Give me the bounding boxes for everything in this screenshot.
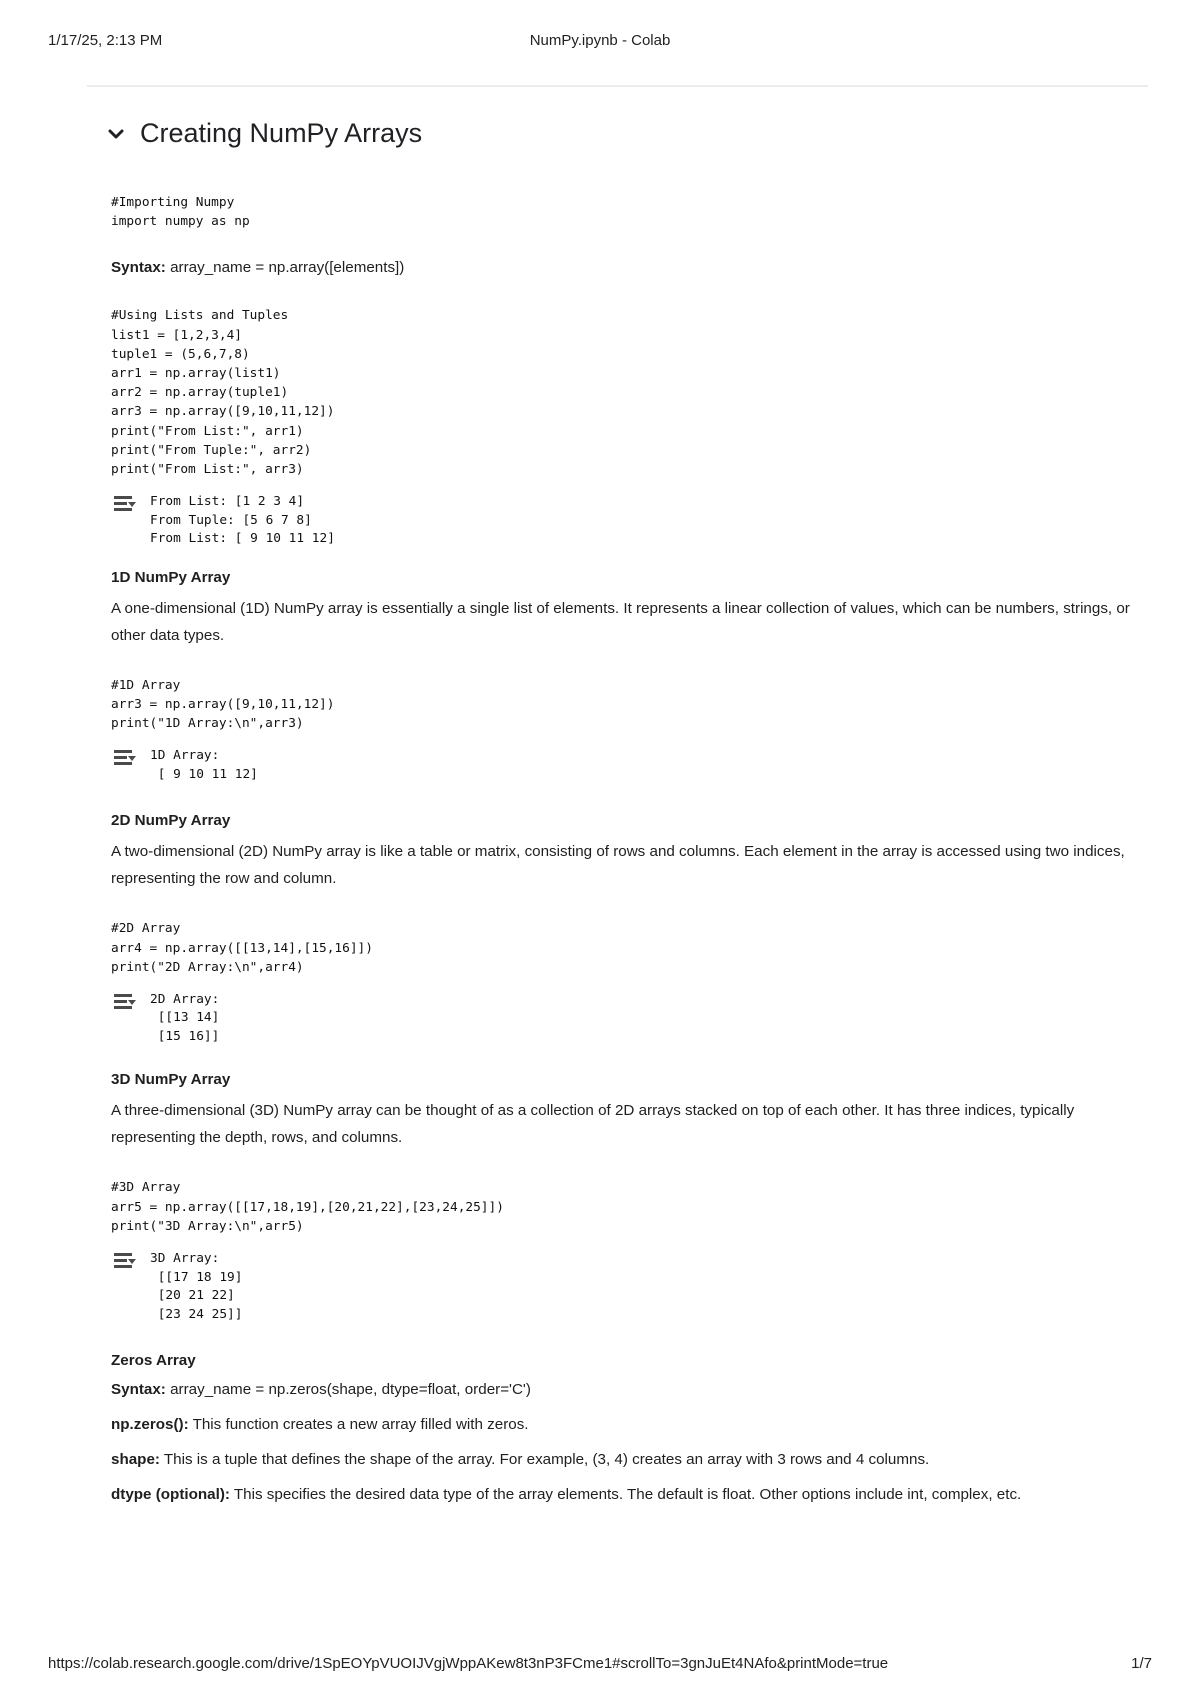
syntax-value: array_name = np.array([elements]) [165, 259, 405, 277]
zeros-shape-value: This is a tuple that defines the shape of the array. For example, (3, 4) creates an array with 3 rows and 4 columns. [159, 1451, 930, 1469]
output-toggle-icon[interactable] [113, 1251, 137, 1271]
output-text: 2D Array: [[13 14] [15 16]] [150, 991, 220, 1044]
zeros-fn-value: This function creates a new array filled with zeros. [188, 1416, 529, 1434]
print-title: NumPy.ipynb - Colab [529, 32, 671, 49]
zeros-syntax-label: Syntax: [111, 1381, 166, 1399]
zeros-shape [111, 1446, 1144, 1473]
zeros-shape-label: shape: [111, 1451, 160, 1469]
zeros-dtype-label: dtype (optional): [111, 1486, 230, 1504]
zeros-syntax-value: array_name = np.zeros(shape, dtype=float, order='C') [165, 1381, 531, 1399]
code-cell-1d[interactable]: #1D Array arr3 = np.array([9,10,11,12]) print("1D Array:\n",arr3) [111, 677, 335, 732]
syntax-label: Syntax: [111, 259, 166, 277]
chevron-down-icon[interactable] [106, 124, 126, 144]
output-cell-2d [113, 991, 1144, 1047]
zeros-fn [111, 1411, 1144, 1438]
syntax-text [111, 254, 1144, 281]
zeros-syntax [111, 1376, 1144, 1403]
output-cell-1d [113, 747, 1144, 784]
code-cell-lists[interactable]: #Using Lists and Tuples list1 = [1,2,3,4] tuple1 = (5,6,7,8) arr1 = np.array(list1) arr2 = np.array(tuple1) arr3 = np.array([9,10,11,12]) print("From List:", arr1) print("From Tuple:", arr2) print("From List:", arr3) [111, 308, 335, 478]
desc-2d: A two-dimensional (2D) NumPy array is like a table or matrix, consisting of rows and columns. Each element in the array is accessed using two indices, representing the row and column. [111, 843, 1125, 888]
output-text: 1D Array: [ 9 10 11 12] [150, 748, 258, 782]
heading-3d: 3D NumPy Array [111, 1071, 231, 1089]
output-toggle-icon[interactable] [113, 992, 137, 1012]
heading-zeros: Zeros Array [111, 1352, 196, 1370]
section-title: Creating NumPy Arrays [140, 118, 423, 148]
heading-1d: 1D NumPy Array [111, 568, 231, 586]
output-toggle-icon[interactable] [113, 494, 137, 514]
print-date: 1/17/25, 2:13 PM [48, 32, 163, 49]
print-header [48, 32, 1152, 52]
output-cell-3d [113, 1250, 1144, 1324]
zeros-dtype-value: This specifies the desired data type of the array elements. The default is float. Other options include int, complex, etc. [229, 1486, 1022, 1504]
output-text: From List: [1 2 3 4] From Tuple: [5 6 7 8] From List: [ 9 10 11 12] [150, 494, 335, 547]
desc-3d: A three-dimensional (3D) NumPy array can be thought of as a collection of 2D arrays stacked on top of each other. It has three indices, typically representing the depth, rows, and columns. [111, 1102, 1075, 1147]
code-cell-import[interactable]: #Importing Numpy import numpy as np [111, 195, 250, 230]
code-cell-3d[interactable]: #3D Array arr5 = np.array([[17,18,19],[20,21,22],[23,24,25]]) print("3D Array:\n",arr5) [111, 1180, 504, 1234]
zeros-dtype [111, 1481, 1144, 1508]
divider [87, 85, 1148, 87]
notebook-content [104, 118, 1144, 1508]
page-url: https://colab.research.google.com/drive/1SpEOYpVUOIJVgjWppAKew8t3nP3FCme1#scrollTo=3gnJuEt4NAfo&printMode=true [48, 1655, 889, 1672]
code-cell-2d[interactable]: #2D Array arr4 = np.array([[13,14],[15,16]]) print("2D Array:\n",arr4) [111, 921, 373, 975]
desc-1d: A one-dimensional (1D) NumPy array is essentially a single list of elements. It represents a linear collection of values, which can be numbers, strings, or other data types. [111, 599, 1130, 644]
output-text: 3D Array: [[17 18 19] [20 21 22] [23 24 25]] [150, 1251, 243, 1322]
section-header[interactable] [106, 118, 1144, 149]
zeros-fn-label: np.zeros(): [111, 1416, 189, 1434]
output-toggle-icon[interactable] [113, 748, 137, 768]
page-number: 1/7 [1131, 1655, 1152, 1672]
heading-2d: 2D NumPy Array [111, 812, 231, 830]
output-cell-lists [113, 493, 1144, 549]
